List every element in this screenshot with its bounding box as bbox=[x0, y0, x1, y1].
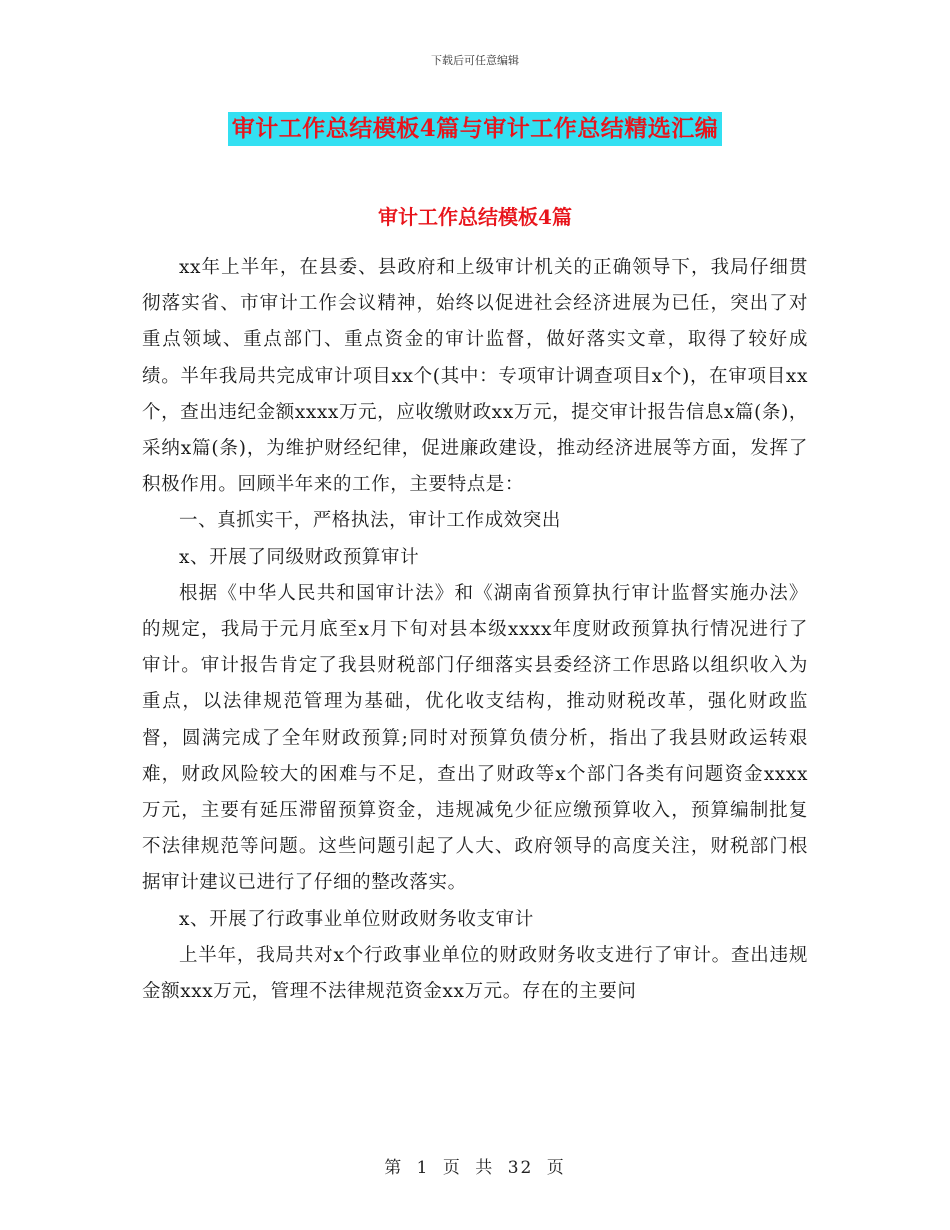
page-number-footer: 第 1 页 共 32 页 bbox=[384, 1158, 566, 1178]
paragraph: x、开展了行政事业单位财政财务收支审计 bbox=[179, 908, 534, 930]
header-note: 下载后可任意编辑 bbox=[431, 54, 519, 67]
document-title bbox=[0, 112, 950, 148]
paragraph: 根据《中华人民共和国审计法》和《湖南省预算执行审计监督实施办法》的规定，我局于元月底至x月下旬对县本级xxxx年度财政预算执行情况进行了审计。审计报告肯定了我县财税部门仔细落实县委经济工作思路以组织收入为重点，以法律规范管理为基础，优化收支结构，推动财税改革，强化财政监督，圆满完成了全年财政预算;同时对预算负债分析，指出了我县财政运转艰难，财政风险较大的困难与不足，查出了财政等x个部门各类有问题资金xxxx万元，主要有延压滞留预算资金，违规减免少征应缴预算收入，预算编制批复不法律规范等问题。这些问题引起了人大、政府领导的高度关注，财税部门根据审计建议已进行了仔细的整改落实。 bbox=[142, 582, 808, 894]
document-body bbox=[142, 250, 808, 1010]
paragraph: 一、真抓实干，严格执法，审计工作成效突出 bbox=[179, 510, 562, 532]
document-title-text: 审计工作总结模板4篇与审计工作总结精选汇编 bbox=[228, 112, 723, 146]
section-title: 审计工作总结模板4篇 bbox=[378, 205, 572, 229]
paragraph: x、开展了同级财政预算审计 bbox=[179, 546, 420, 568]
paragraph: xx年上半年，在县委、县政府和上级审计机关的正确领导下，我局仔细贯彻落实省、市审计工作会议精神，始终以促进社会经济进展为已任，突出了对重点领域、重点部门、重点资金的审计监督，做好落实文章，取得了较好成绩。半年我局共完成审计项目xx个(其中：专项审计调查项目x个)，在审项目xx个，查出违纪金额xxxx万元，应收缴财政xx万元，提交审计报告信息x篇(条)，采纳x篇(条)，为维护财经纪律，促进廉政建设，推动经济进展等方面，发挥了积极作用。回顾半年来的工作，主要特点是： bbox=[142, 257, 808, 496]
paragraph: 上半年，我局共对x个行政事业单位的财政财务收支进行了审计。查出违规金额xxx万元，管理不法律规范资金xx万元。存在的主要问 bbox=[142, 944, 808, 1003]
